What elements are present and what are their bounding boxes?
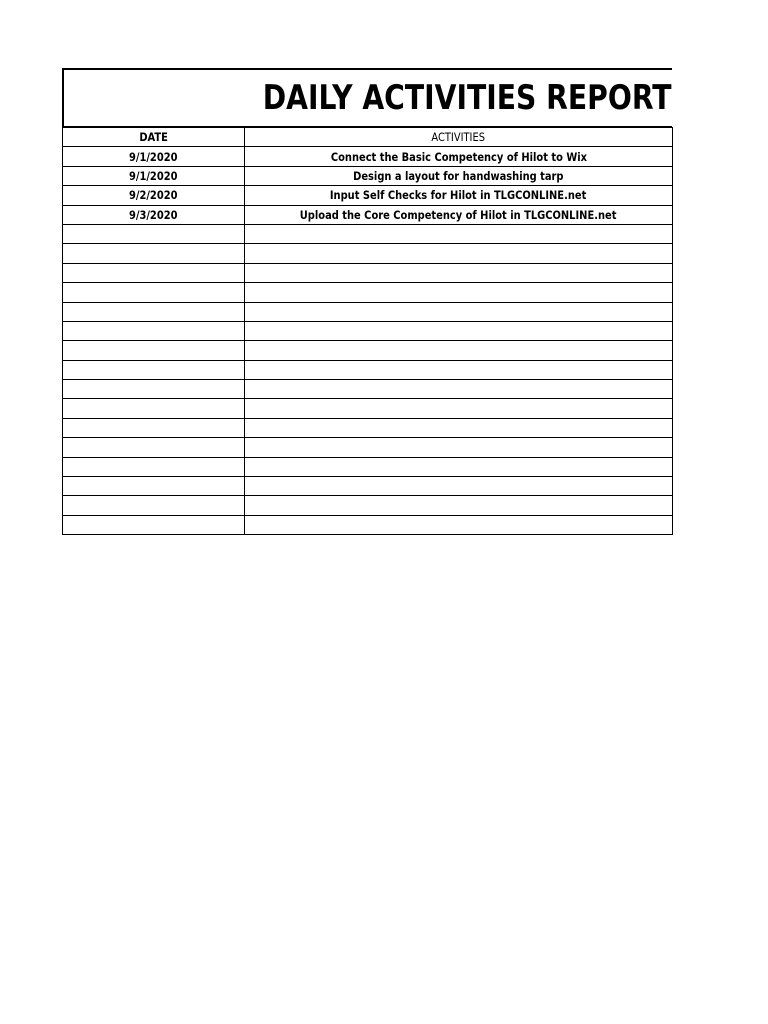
date-value: 9/1/2020 — [129, 168, 178, 183]
activity-cell — [245, 224, 673, 243]
date-value: 9/1/2020 — [129, 149, 178, 164]
table-row — [63, 147, 673, 166]
date-cell — [63, 244, 245, 263]
activity-cell — [245, 515, 673, 534]
table-row — [63, 515, 673, 534]
activity-cell — [245, 302, 673, 321]
date-cell — [63, 380, 245, 399]
date-column-header-label: DATE — [139, 130, 168, 145]
table-row — [63, 302, 673, 321]
date-cell — [63, 515, 245, 534]
date-cell — [63, 302, 245, 321]
table-row — [63, 166, 673, 185]
table-row — [63, 205, 673, 224]
date-cell — [63, 205, 245, 224]
date-cell — [63, 166, 245, 185]
activity-cell — [245, 399, 673, 418]
activity-value: Input Self Checks for Hilot in TLGCONLINE.net — [330, 188, 587, 203]
report-title: DAILY ACTIVITIES REPORT — [263, 78, 672, 118]
date-value: 9/2/2020 — [129, 188, 178, 203]
table-row — [63, 186, 673, 205]
table-row — [63, 224, 673, 243]
table-header-row — [63, 128, 673, 147]
table-row — [63, 244, 673, 263]
table-row — [63, 418, 673, 437]
activities-column-header-label: ACTIVITIES — [431, 130, 486, 145]
activity-value: Design a layout for handwashing tarp — [353, 168, 564, 183]
activity-cell — [245, 360, 673, 379]
date-cell — [63, 283, 245, 302]
date-cell — [63, 496, 245, 515]
activities-column-header — [245, 128, 673, 147]
date-cell — [63, 321, 245, 340]
date-cell — [63, 147, 245, 166]
table-row — [63, 360, 673, 379]
table-row — [63, 321, 673, 340]
table-row — [63, 496, 673, 515]
date-value: 9/3/2020 — [129, 207, 178, 222]
table-row — [63, 283, 673, 302]
date-cell — [63, 263, 245, 282]
activity-cell — [245, 457, 673, 476]
table-row — [63, 341, 673, 360]
activity-cell — [245, 496, 673, 515]
date-cell — [63, 341, 245, 360]
table-row — [63, 477, 673, 496]
activity-cell — [245, 186, 673, 205]
date-cell — [63, 224, 245, 243]
activities-table — [62, 127, 673, 535]
activity-value: Connect the Basic Competency of Hilot to Wix — [330, 149, 587, 164]
activity-cell — [245, 321, 673, 340]
table-row — [63, 438, 673, 457]
activity-cell — [245, 438, 673, 457]
activity-cell — [245, 244, 673, 263]
activity-cell — [245, 147, 673, 166]
date-column-header — [63, 128, 245, 147]
table-body — [63, 147, 673, 535]
activity-value: Upload the Core Competency of Hilot in TLGCONLINE.net — [300, 207, 617, 222]
table-row — [63, 399, 673, 418]
activity-cell — [245, 380, 673, 399]
activity-cell — [245, 477, 673, 496]
report-title-box — [62, 68, 672, 127]
activity-cell — [245, 283, 673, 302]
date-cell — [63, 438, 245, 457]
date-cell — [63, 477, 245, 496]
activity-cell — [245, 263, 673, 282]
date-cell — [63, 399, 245, 418]
activity-cell — [245, 205, 673, 224]
date-cell — [63, 457, 245, 476]
activity-cell — [245, 418, 673, 437]
table-row — [63, 457, 673, 476]
activity-cell — [245, 341, 673, 360]
table-row — [63, 263, 673, 282]
date-cell — [63, 418, 245, 437]
table-row — [63, 380, 673, 399]
report-sheet — [62, 68, 672, 535]
date-cell — [63, 360, 245, 379]
activity-cell — [245, 166, 673, 185]
date-cell — [63, 186, 245, 205]
